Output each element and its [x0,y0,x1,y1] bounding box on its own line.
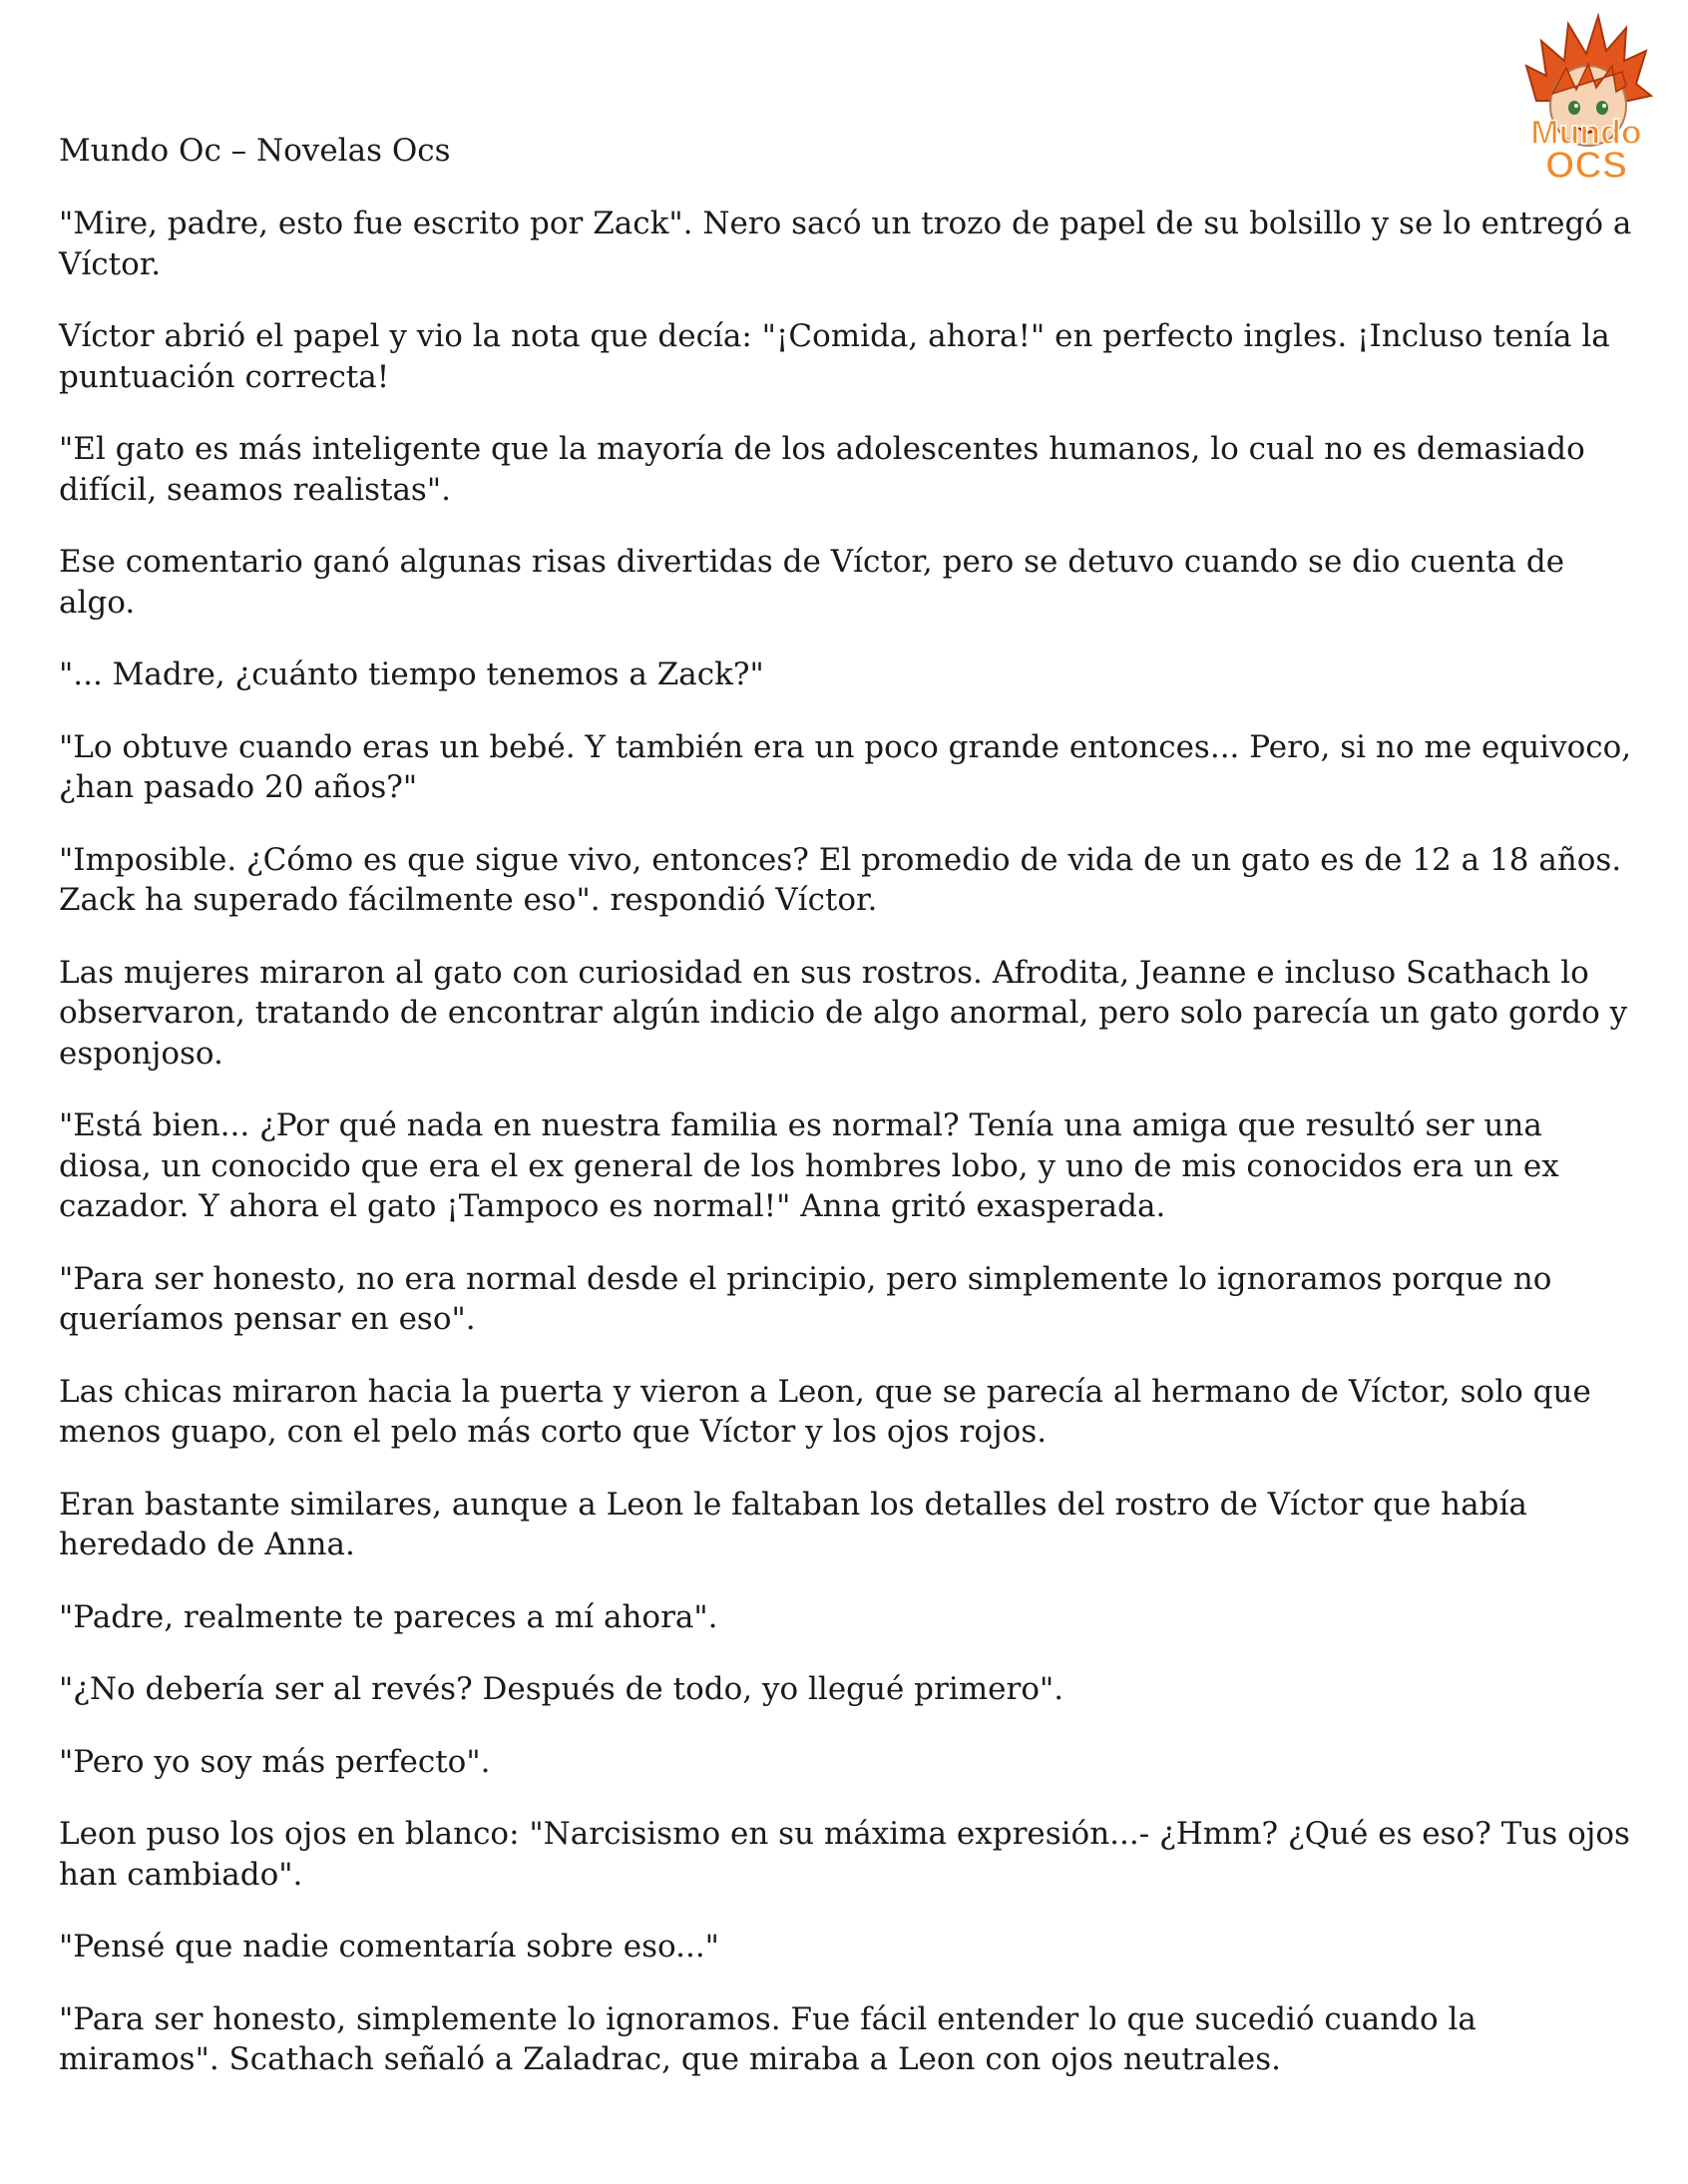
mundo-ocs-logo [1496,6,1676,186]
paragraph: Las mujeres miraron al gato con curiosidad en sus rostros. Afrodita, Jeanne e incluso Scathach lo observaron, tratando de encontrar algún indicio de algo anormal, pero solo parecía un gato gordo y esponjoso. [59,954,1628,1072]
document-body [59,204,1635,2112]
paragraph: "Está bien... ¿Por qué nada en nuestra familia es normal? Tenía una amiga que resultó ser una diosa, un conocido que era el ex general de los hombres lobo, y uno de mis conocidos era un ex cazador. Y ahora el gato ¡Tampoco es normal!" Anna gritó exasperada. [59,1107,1559,1224]
logo-eye-right [1596,101,1608,115]
logo-graphic [1496,6,1676,186]
paragraph: "... Madre, ¿cuánto tiempo tenemos a Zack?" [59,656,764,692]
paragraph: "Padre, realmente te pareces a mí ahora". [59,1598,718,1635]
paragraph: "Pensé que nadie comentaría sobre eso..." [59,1929,719,1965]
paragraph: "Mire, padre, esto fue escrito por Zack". Nero sacó un trozo de papel de su bolsillo y se lo entregó a Víctor. [59,206,1632,282]
paragraph: "Imposible. ¿Cómo es que sigue vivo, entonces? El promedio de vida de un gato es de 12 a 18 años. Zack ha superado fácilmente eso". respondió Víctor. [59,841,1622,918]
paragraph: Leon puso los ojos en blanco: "Narcisismo en su máxima expresión...- ¿Hmm? ¿Qué es eso? Tus ojos han cambiado". [59,1816,1630,1893]
paragraph: "Pero yo soy más perfecto". [59,1743,491,1780]
paragraph: "El gato es más inteligente que la mayoría de los adolescentes humanos, lo cual no es demasiado difícil, seamos realistas". [59,431,1585,508]
page-header: Mundo Oc – Novelas Ocs [59,133,451,169]
logo-eye-shine-right [1602,104,1606,108]
paragraph: Eran bastante similares, aunque a Leon le faltaban los detalles del rostro de Víctor que había heredado de Anna. [59,1486,1527,1562]
paragraph: "Para ser honesto, simplemente lo ignoramos. Fue fácil entender lo que sucedió cuando la miramos". Scathach señaló a Zaladrac, que miraba a Leon con ojos neutrales. [59,2000,1477,2077]
logo-text-ocs: OCS [1544,145,1628,186]
logo-text-mundo: Mundo [1530,114,1642,152]
paragraph: Ese comentario ganó algunas risas divertidas de Víctor, pero se detuvo cuando se dio cuenta de algo. [59,544,1565,621]
paragraph: Las chicas miraron hacia la puerta y vieron a Leon, que se parecía al hermano de Víctor, solo que menos guapo, con el pelo más corto que Víctor y los ojos rojos. [59,1373,1591,1450]
paragraph: "Para ser honesto, no era normal desde el principio, pero simplemente lo ignoramos porque no queríamos pensar en eso". [59,1260,1552,1337]
paragraph: "Lo obtuve cuando eras un bebé. Y también era un poco grande entonces... Pero, si no me equivoco, ¿han pasado 20 años?" [59,728,1632,805]
paragraph: "¿No debería ser al revés? Después de todo, yo llegué primero". [59,1671,1064,1707]
logo-eye-left [1568,101,1580,115]
logo-eye-shine-left [1574,104,1578,108]
paragraph: Víctor abrió el papel y vio la nota que decía: "¡Comida, ahora!" en perfecto ingles. ¡Incluso tenía la puntuación correcta! [59,318,1610,395]
